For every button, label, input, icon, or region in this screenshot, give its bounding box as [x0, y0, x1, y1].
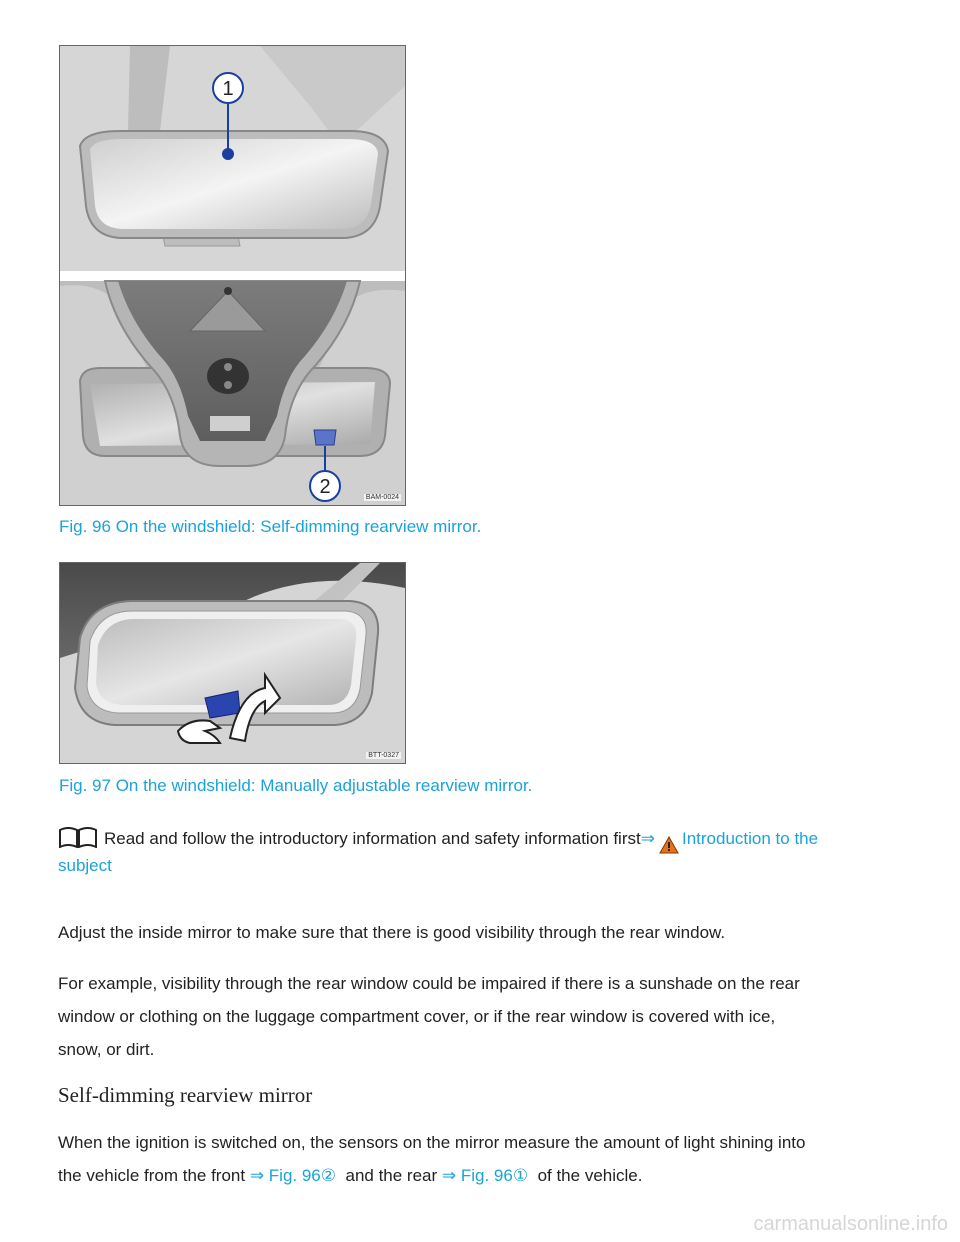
fig96-ref-2-number: ② — [320, 1166, 337, 1185]
intro-block — [58, 824, 918, 864]
sensors-text-vehicle: of the vehicle. — [537, 1166, 643, 1185]
figure-96-image — [59, 45, 406, 506]
figure-97-code: BTT-0327 — [368, 752, 399, 759]
intro-arrow[interactable]: ⇒ — [640, 829, 655, 848]
fig96-ref-1-number: ① — [512, 1166, 529, 1185]
paragraph-visibility-line3: snow, or dirt. — [58, 1040, 155, 1059]
fig96-ref-2-link[interactable] — [250, 1166, 336, 1185]
figure-96-code: BAM-0024 — [365, 494, 399, 501]
paragraph-visibility-line1: For example, visibility through the rear window could be impaired if there is a sunshade on the rear — [58, 974, 800, 993]
paragraph-visibility-line2: window or clothing on the luggage compartment cover, or if the rear window is covered with ice, — [58, 1007, 776, 1026]
intro-text: Read and follow the introductory information and safety information first — [104, 829, 641, 848]
paragraph-sensors-line2 — [58, 1159, 908, 1192]
figure-97-caption: Fig. 97 On the windshield: Manually adjustable rearview mirror. — [59, 776, 533, 795]
fig96-ref-1-link[interactable] — [442, 1166, 528, 1185]
figure-97-image — [59, 562, 406, 764]
mirror-manual-illustration — [60, 563, 405, 763]
figure-96-caption: Fig. 96 On the windshield: Self-dimming rearview mirror. — [59, 517, 482, 536]
callout-1-label: 1 — [222, 78, 234, 100]
fig96-ref-2-text: ⇒ Fig. 96 — [249, 1166, 321, 1185]
paragraph-sensors-line1: When the ignition is switched on, the sensors on the mirror measure the amount of light shining into — [58, 1133, 806, 1152]
callout-2-label: 2 — [319, 476, 331, 498]
fig96-ref-1-text: ⇒ Fig. 96 — [441, 1166, 513, 1185]
paragraph-sensors — [58, 1126, 908, 1192]
watermark: carmanualsonline.info — [753, 1213, 948, 1235]
intro-link-subject[interactable]: subject — [58, 856, 112, 875]
sensors-text-rear: and the rear — [345, 1166, 438, 1185]
sensors-text-front: the vehicle from the front — [58, 1166, 246, 1185]
paragraph-visibility — [58, 967, 908, 1066]
intro-link-introduction[interactable]: Introduction to the — [681, 829, 819, 848]
section-heading-self-dimming: Self-dimming rearview mirror — [58, 1083, 313, 1107]
manual-book-icon — [58, 826, 98, 858]
paragraph-adjust-mirror: Adjust the inside mirror to make sure that there is good visibility through the rear window. — [58, 923, 726, 942]
warning-triangle-icon — [659, 834, 679, 864]
mirror-self-dimming-illustration — [60, 46, 405, 505]
